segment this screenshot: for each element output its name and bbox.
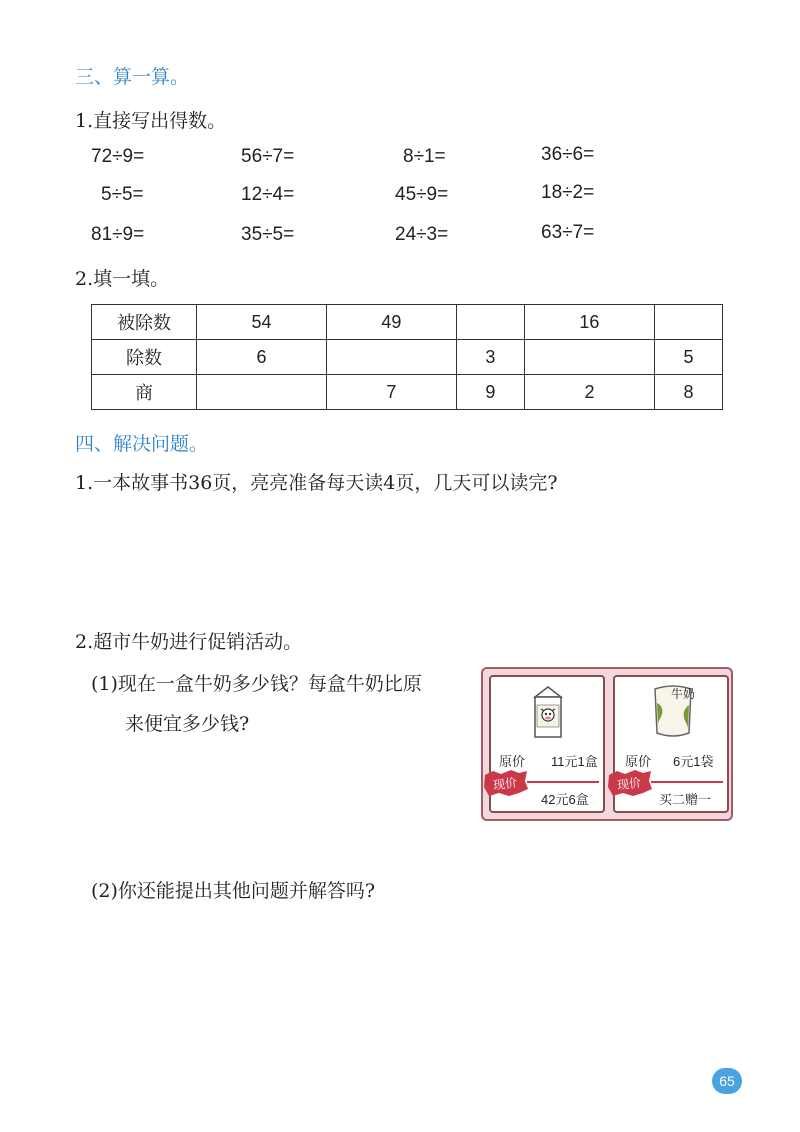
original-price: 11元1盒	[551, 754, 598, 769]
table-row	[92, 305, 723, 340]
table-cell[interactable]	[456, 305, 524, 340]
table-cell[interactable]: 9	[456, 375, 524, 410]
problem-2-title: 2.超市牛奶进行促销活动。	[75, 631, 303, 653]
sub-question-2: (2)你还能提出其他问题并解答吗?	[91, 880, 376, 902]
table-cell[interactable]: 3	[456, 340, 524, 375]
divider	[527, 781, 599, 783]
original-label: 原价	[625, 755, 652, 770]
section-title-4: 四、解决问题。	[75, 433, 209, 455]
current-price-badge: 现价	[492, 775, 518, 793]
table-cell[interactable]: 49	[326, 305, 456, 340]
table-row	[92, 340, 723, 375]
expression: 81÷9=	[91, 224, 145, 245]
expression: 63÷7=	[541, 222, 595, 243]
milk-box-card	[489, 675, 605, 813]
question-1-title: 1.直接写出得数。	[75, 110, 227, 132]
promotion-panel	[481, 667, 733, 821]
table-cell: 被除数	[92, 305, 197, 340]
table-cell[interactable]: 54	[197, 305, 327, 340]
expression: 36÷6=	[541, 144, 595, 165]
milk-bag-card	[613, 675, 729, 813]
table-cell: 除数	[92, 340, 197, 375]
original-price: 6元1袋	[673, 754, 714, 769]
expression: 8÷1=	[403, 146, 446, 167]
expression: 56÷7=	[241, 146, 295, 167]
current-offer: 买二赠一	[659, 793, 712, 808]
division-table	[91, 304, 723, 410]
expression: 35÷5=	[241, 224, 295, 245]
divider	[651, 781, 723, 783]
question-2-title: 2.填一填。	[75, 268, 170, 290]
sub-question-1-line2: 来便宜多少钱?	[125, 713, 250, 735]
expression: 12÷4=	[241, 184, 295, 205]
expression: 24÷3=	[395, 224, 449, 245]
table-cell[interactable]: 6	[197, 340, 327, 375]
expression: 45÷9=	[395, 184, 449, 205]
table-cell[interactable]	[326, 340, 456, 375]
table-cell[interactable]: 7	[326, 375, 456, 410]
table-cell[interactable]	[654, 305, 722, 340]
table-cell[interactable]: 8	[654, 375, 722, 410]
original-label: 原价	[499, 755, 526, 770]
current-price: 42元6盒	[541, 792, 589, 807]
table-cell[interactable]: 2	[524, 375, 654, 410]
table-cell[interactable]	[524, 340, 654, 375]
section-title-3: 三、算一算。	[75, 66, 190, 88]
milk-carton-icon	[529, 683, 567, 739]
expression: 72÷9=	[91, 146, 145, 167]
table-cell: 商	[92, 375, 197, 410]
table-cell[interactable]: 16	[524, 305, 654, 340]
expression: 18÷2=	[541, 182, 595, 203]
sub-question-1-line1: (1)现在一盒牛奶多少钱？每盒牛奶比原	[91, 673, 422, 695]
table-row	[92, 375, 723, 410]
table-cell[interactable]	[197, 375, 327, 410]
bag-label: 牛奶	[671, 687, 696, 701]
expression: 5÷5=	[101, 184, 144, 205]
page-number: 65	[712, 1068, 742, 1094]
problem-1-text: 1.一本故事书36页，亮亮准备每天读4页，几天可以读完?	[75, 472, 558, 494]
current-price-badge: 现价	[616, 775, 642, 793]
table-cell[interactable]: 5	[654, 340, 722, 375]
